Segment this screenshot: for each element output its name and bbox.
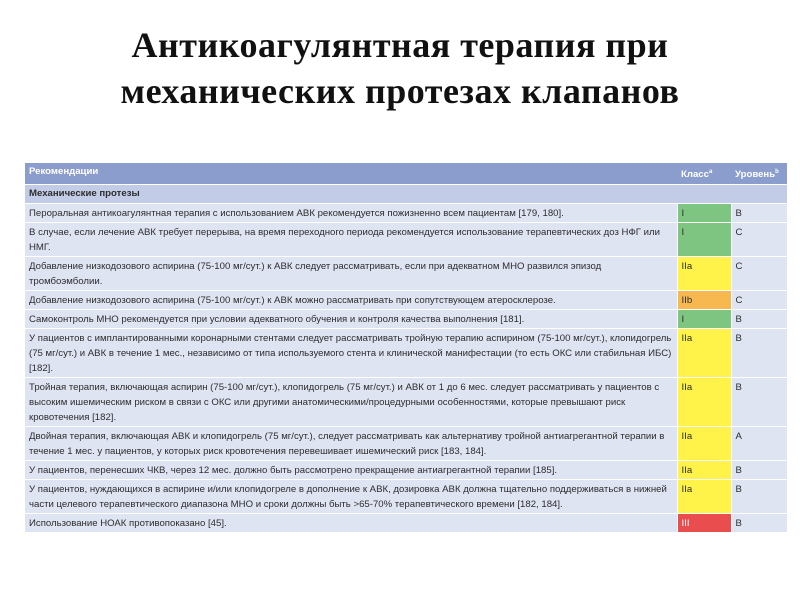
table-row: [25, 257, 787, 291]
class-cell: I: [677, 310, 731, 329]
class-cell: IIa: [677, 427, 731, 461]
recommendation-text: Пероральная антикоагулянтная терапия с использованием АВК рекомендуется пожизненно всем пациентам [179, 180].: [25, 204, 677, 223]
level-cell: B: [731, 480, 787, 514]
table-row: [25, 427, 787, 461]
table-row: [25, 480, 787, 514]
class-cell: I: [677, 223, 731, 257]
header-class: [677, 163, 731, 185]
level-cell: B: [731, 461, 787, 480]
class-cell: IIa: [677, 480, 731, 514]
slide-title-line-2: механических протезах клапанов: [120, 71, 680, 111]
header-level-label: Уровень: [735, 169, 776, 181]
table-header-row: [25, 163, 787, 185]
section-label: Механические протезы: [25, 185, 787, 204]
table-row: [25, 291, 787, 310]
table-row: [25, 514, 787, 533]
header-recommendations: Рекомендации: [25, 163, 677, 185]
level-cell: B: [731, 329, 787, 378]
section-row: [25, 185, 787, 204]
table-row: [25, 329, 787, 378]
level-cell: B: [731, 204, 787, 223]
class-cell: IIa: [677, 378, 731, 427]
class-cell: III: [677, 514, 731, 533]
header-class-label: Класс: [681, 169, 709, 181]
class-cell: I: [677, 204, 731, 223]
recommendations-table: [25, 163, 787, 533]
recommendation-text: У пациентов, перенесших ЧКВ, через 12 мес. должно быть рассмотрено прекращение антиагрегантной терапии [185].: [25, 461, 677, 480]
table-row: [25, 204, 787, 223]
class-cell: IIb: [677, 291, 731, 310]
table-row: [25, 310, 787, 329]
table-row: [25, 378, 787, 427]
level-cell: C: [731, 257, 787, 291]
level-cell: B: [731, 514, 787, 533]
class-cell: IIa: [677, 329, 731, 378]
level-cell: C: [731, 291, 787, 310]
recommendation-text: Использование НОАК противопоказано [45].: [25, 514, 677, 533]
class-cell: IIa: [677, 257, 731, 291]
slide-title: [0, 22, 800, 114]
header-class-footnote: a: [708, 169, 713, 175]
recommendation-text: Добавление низкодозового аспирина (75-100 мг/сут.) к АВК следует рассматривать, если при адекватном МНО развился эпизод тромбоэмболии.: [25, 257, 677, 291]
slide-title-line-1: Антикоагулянтная терапия при: [131, 25, 669, 65]
recommendation-text: Добавление низкодозового аспирина (75-100 мг/сут.) к АВК можно рассматривать при сопутствующем атеросклерозе.: [25, 291, 677, 310]
header-level-footnote: b: [775, 169, 779, 175]
recommendation-text: Двойная терапия, включающая АВК и клопидогрель (75 мг/сут.), следует рассматривать как альтернативу тройной антиагрегантной терапии в течение 1 мес. у пациентов, у которых риск кровотечения перевешивает ишемический риск [183, 184].: [25, 427, 677, 461]
level-cell: B: [731, 378, 787, 427]
recommendation-text: Тройная терапия, включающая аспирин (75-100 мг/сут.), клопидогрель (75 мг/сут.) и АВК от 1 до 6 мес. следует рассматривать у пациентов с высоким ишемическим риском в связи с ОКС или другими анатомическими/процедурными особенностями, которые превышают риск кровотечения [182].: [25, 378, 677, 427]
level-cell: A: [731, 427, 787, 461]
header-level: [731, 163, 787, 185]
recommendation-text: В случае, если лечение АВК требует перерыва, на время переходного периода рекомендуется использование терапевтических доз НФГ или НМГ.: [25, 223, 677, 257]
table-row: [25, 461, 787, 480]
table-row: [25, 223, 787, 257]
recommendation-text: У пациентов с имплантированными коронарными стентами следует рассматривать тройную терапию аспирином (75-100 мг/сут.), клопидогрель (75 мг/сут.) и АВК в течение 1 мес., независимо от типа используемого стента и клинической манифестации (то есть ОКС или стабильная ИБС) [182].: [25, 329, 677, 378]
level-cell: C: [731, 223, 787, 257]
recommendation-text: Самоконтроль МНО рекомендуется при условии адекватного обучения и контроля качества выполнения [181].: [25, 310, 677, 329]
class-cell: IIa: [677, 461, 731, 480]
level-cell: B: [731, 310, 787, 329]
recommendation-text: У пациентов, нуждающихся в аспирине и/или клопидогреле в дополнение к АВК, дозировка АВК должна тщательно поддерживаться в нижней части целевого терапевтического диапазона МНО и сроки должны быть >65-70% терапевтического времени [182, 184].: [25, 480, 677, 514]
